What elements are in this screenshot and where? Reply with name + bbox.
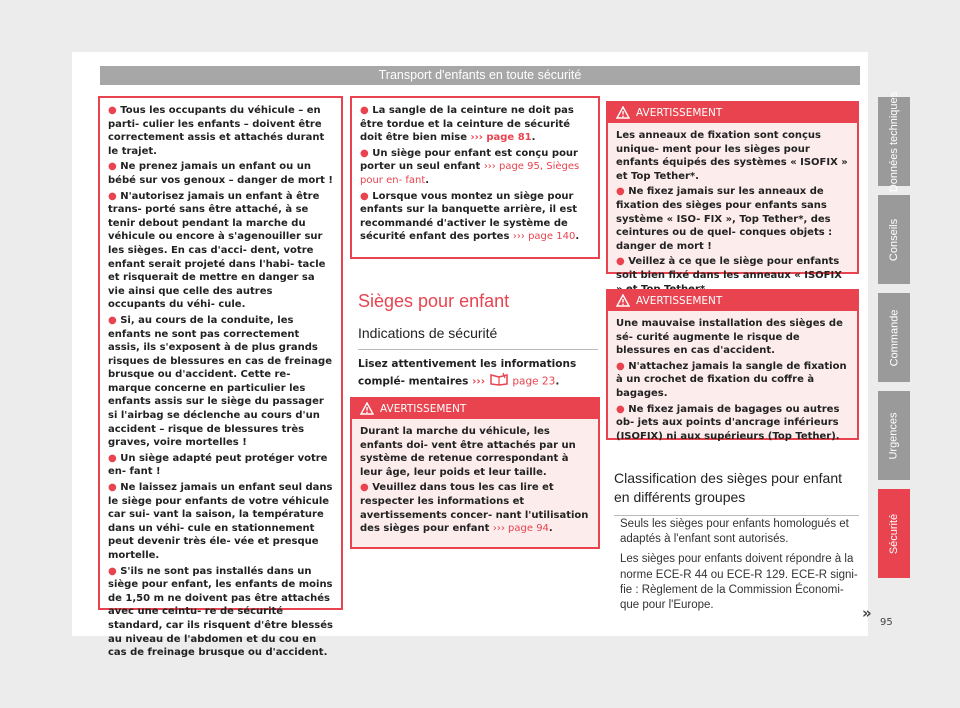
list-item: ● Un siège pour enfant est conçu pour porter un seul enfant ››› page 95, Sièges pour en- fant. <box>360 147 580 186</box>
tab-commande[interactable]: Commande <box>878 293 910 382</box>
classification-title: Classification des sièges pour enfant en différents groupes <box>614 469 859 516</box>
warning-text: Les anneaux de fixation sont conçus unique- ment pour les sièges pour enfants équipés des systèmes « ISOFIX » et Top Tether*. <box>616 130 848 182</box>
section-subtitle: Indications de sécurité <box>358 325 598 350</box>
list-item: ● Ne fixez jamais de bagages ou autres ob- jets aux points d'ancrage inférieurs (ISOFIX) ni aux supérieurs (Top Tether). <box>616 403 840 442</box>
page-link[interactable]: page 23 <box>512 375 556 388</box>
list-item: ● Un siège adapté peut protéger votre en- fant ! <box>108 452 328 478</box>
page-link[interactable]: ››› page 94 <box>492 523 549 535</box>
page-number: 95 <box>880 617 893 628</box>
paragraph: Les sièges pour enfants doivent répondre à la norme ECE-R 44 ou ECE-R 129. ECE-R signi- fie : Règlement de la Commission Économi- que pour l'Europe. <box>620 553 858 612</box>
page-link[interactable]: ››› page 81 <box>470 132 532 144</box>
list-item: ● N'attachez jamais la sangle de fixation à un crochet de fixation du coffre à bagages. <box>616 360 847 399</box>
tab-urgences[interactable]: Urgences <box>878 391 910 480</box>
paragraph: Seuls les sièges pour enfants homologués et adaptés à l'enfant sont autorisés. <box>620 518 849 546</box>
list-item: ● S'ils ne sont pas installés dans un siège pour enfant, les enfants de moins de 1,50 m ne doivent pas être attachés avec une ceintu- re de sécurité standard, car ils risquent d'être blessés au niveau de l'abdomen et du cou en cas de freinage brusque ou d'accident. <box>108 565 333 659</box>
page-title: Transport d'enfants en toute sécurité <box>100 66 860 85</box>
list-item: ● Veuillez dans tous les cas lire et respecter les informations et avertissements concer- nant l'utilisation des sièges pour enfant ››› page 94. <box>360 482 589 535</box>
warning-box <box>350 397 600 549</box>
warning-header: AVERTISSEMENT <box>608 291 857 311</box>
tab-donnees-techniques[interactable]: Données techniques <box>878 97 910 186</box>
section-title: Sièges pour enfant <box>358 291 510 311</box>
warning-icon <box>360 402 374 422</box>
tab-securite[interactable]: Sécurité <box>878 489 910 578</box>
intro-text: Lisez attentivement les informations complé- mentaires ››› page 23. <box>358 356 598 391</box>
list-item: ● Veillez à ce que le siège pour enfants soit bien fixé dans les anneaux « ISOFIX <box>616 256 842 281</box>
warning-header: AVERTISSEMENT <box>608 103 857 123</box>
list-item: ● La sangle de la ceinture ne doit pas être tordue et la ceinture de sécurité doit être bien mise ››› page 81. <box>360 105 574 144</box>
warning-icon <box>616 106 630 126</box>
warning-text: Une mauvaise installation des sièges de sé- curité augmente le risque de blessures en cas d'accident. <box>616 318 843 357</box>
list-item: ● Ne fixez jamais sur les anneaux de fixation des sièges pour enfants sans système « ISO- FIX », Top Tether*, des ceintures ou de quel- conques objets : danger de mort ! <box>616 186 833 252</box>
warning-icon <box>616 294 630 314</box>
book-icon <box>489 372 509 391</box>
list-item: ● Ne laissez jamais un enfant seul dans le siège pour enfants de votre véhicule car sui- vant la saison, la température dans un véhi- cule en stationnement peut devenir très éle- vée et presque mortelle. <box>108 482 333 561</box>
warning-box <box>606 289 859 440</box>
list-item: ● N'autorisez jamais un enfant à être trans- porté sans être attaché, à se tenir debout pendant la marche du véhicule ou encore à s'agenouiller sur les sièges. En cas d'acci- dent, votre enfant serait projeté dans l'habi- tacle et risquerait de mettre en danger sa vie ainsi que celle des autres occupants du véhi- cule. <box>108 190 326 311</box>
page-link[interactable]: ››› page 95, Sièges pour en- fant <box>360 161 580 186</box>
safety-notes-box-2 <box>350 96 600 259</box>
tab-conseils[interactable]: Conseils <box>878 195 910 284</box>
list-item: ● Ne prenez jamais un enfant ou un bébé sur vos genoux – danger de mort ! <box>108 161 333 186</box>
continue-icon: » <box>862 604 872 622</box>
page-link[interactable]: ››› page 140 <box>512 231 576 243</box>
classification-text <box>620 517 860 618</box>
list-item: ● Lorsque vous montez un siège pour enfants sur la banquette arrière, il est recommandé d'activer le système de sécurité enfant des portes ››› page 140. <box>360 190 580 243</box>
warning-header: AVERTISSEMENT <box>352 399 598 419</box>
list-item: ● Tous les occupants du véhicule – en parti- culier les enfants – doivent être correctement assis et attachés durant le trajet. <box>108 105 325 157</box>
warning-box <box>606 101 859 281</box>
safety-notes-box <box>98 96 343 659</box>
list-item: ● Si, au cours de la conduite, les enfants ne sont pas correctement assis, ils s'exposent à de plus grands risques de blessures en cas de freinage brusque ou d'accident. Cette re- marque concerne en particulier les enfants assis sur le siège du passager si l'airbag se déclenche au cours d'un accident – risque de blessures très graves, voire mortelles ! <box>108 314 332 449</box>
warning-text: Durant la marche du véhicule, les enfants doi- vent être attachés par un système de retenue correspondant à leur âge, leur poids et leur taille. <box>360 426 576 478</box>
